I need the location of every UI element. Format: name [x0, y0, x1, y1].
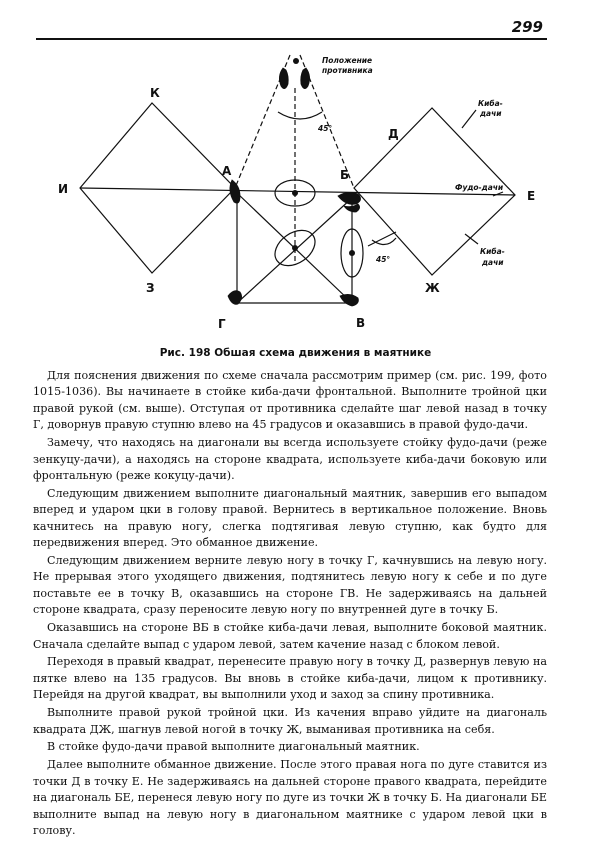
- figure-caption: Рис. 198 Обшая схема движения в маятнике: [159, 347, 432, 359]
- fudo-label: Фудо-дачи: [455, 183, 504, 192]
- right-dot: [349, 250, 355, 256]
- label-e: Е: [527, 189, 536, 203]
- angle-label-top: 45°: [318, 124, 333, 133]
- lower-dot: [292, 245, 298, 251]
- label-z: З: [146, 281, 155, 295]
- pointer-fudo: [493, 192, 503, 196]
- body-text: [33, 368, 547, 841]
- paragraph: Следующим движением верните левую ногу в точку Г, качнувшись на левую ногу. Не прерывая этого уходящего движения, подтянитесь левую ногу к себе и по дуге поставьте ее в точку В, оказавшись на стороне ГВ. Не задерживаясь на дальней стороне квадрата, сразу переносите левую ногу по внутренней дуге в точку Б.: [33, 553, 547, 617]
- paragraph: Замечу, что находясь на диагонали вы всегда используете стойку фудо-дачи (реже зенкуцу-дачи), а находясь на стороне квадрата, используете киба-дачи боковую или фронтальную (реже кокуцу-дачи).: [33, 436, 547, 482]
- paragraph: В стойке фудо-дачи правой выполните диагональный маятник.: [47, 740, 420, 754]
- label-v: В: [356, 316, 366, 330]
- label-zh: Ж: [425, 281, 440, 295]
- kiba-top-label-line1: Киба-: [478, 99, 503, 108]
- opponent-foot-right-icon: [301, 68, 310, 89]
- pointer-kiba-top: [462, 110, 476, 128]
- label-k: К: [150, 86, 160, 100]
- foot-a-icon: [230, 180, 240, 203]
- paragraph: Следующим движением выполните диагональный маятник, завершив его выпадом вперед и ударом цки в голову правой. Вернитесь в вертикальное положение. Вновь качнитесь на правую ногу, слегка подтягивая левую ступню, как будто для передвижения вперед. Это обманное движение.: [33, 486, 547, 550]
- center-dot: [292, 190, 298, 196]
- label-i: И: [58, 182, 69, 196]
- paragraph: Выполните правой рукой тройной цки. Из качения вправо уйдите на диагональ квадрата ДЖ, шагнув левой ногой в точку Ж, выманивая противника на себя.: [33, 706, 547, 736]
- paragraph: Оказавшись на стороне ВБ в стойке киба-дачи левая, выполните боковой маятник. Сначала сделайте выпад с ударом левой, затем качение назад с блоком левой.: [33, 621, 547, 651]
- opponent-label-line1: Положение: [322, 56, 373, 65]
- kiba-top-label-line2: дачи: [480, 109, 502, 118]
- page-number: 299: [511, 18, 543, 36]
- kiba-bottom-label-line2: дачи: [482, 258, 504, 267]
- paragraph: Далее выполните обманное движение. После этого правая нога по дуге ставится из точки Д в точку Е. Не задерживаясь на дальней стороне правого квадрата, перейдите на диагональ БЕ, перенеся левую ногу по дуге из точки Ж в точку Б. На диагонали БЕ выполните выпад на левую ногу в диагональном маятнике с ударом левой цки в голову.: [33, 758, 547, 837]
- foot-b-icon: [338, 192, 361, 204]
- paragraph: Для пояснения движения по схеме сначала рассмотрим пример (см. рис. 199, фото 1015-1036). Вы начинаете в стойке киба-дачи фронтальной. Выполните тройной цки правой рукой (см. выше). Отступая от противника сделайте шаг левой назад в точку Г, доворнув правую ступню влево на 45 градусов и оказавшись в правой фудо-дачи.: [33, 369, 547, 432]
- foot-v-icon: [340, 294, 358, 306]
- opponent-label-line2: противника: [322, 66, 373, 75]
- opponent-foot-left-icon: [279, 68, 288, 89]
- angle-arc-bottom: [372, 238, 396, 245]
- angle-label-bottom: 45°: [376, 255, 391, 264]
- angle-arc-top: [278, 112, 322, 119]
- label-g: Г: [218, 317, 226, 331]
- label-d: Д: [388, 127, 399, 141]
- foot-g-icon: [228, 291, 242, 305]
- kiba-bottom-label-line1: Киба-: [480, 247, 505, 256]
- opponent-dot: [293, 58, 299, 64]
- movement-diagram: [0, 0, 591, 345]
- label-b: Б: [340, 168, 350, 182]
- paragraph: Переходя в правый квадрат, перенесите правую ногу в точку Д, развернув левую на пятке влево на 135 градусов. Вы вновь в стойке киба-дачи, лицом к противнику. Перейдя на другой квадрат, вы выполнили уход и заход за спину противника.: [33, 655, 547, 702]
- label-a: А: [222, 164, 232, 178]
- pointer-kiba-bottom: [465, 234, 478, 244]
